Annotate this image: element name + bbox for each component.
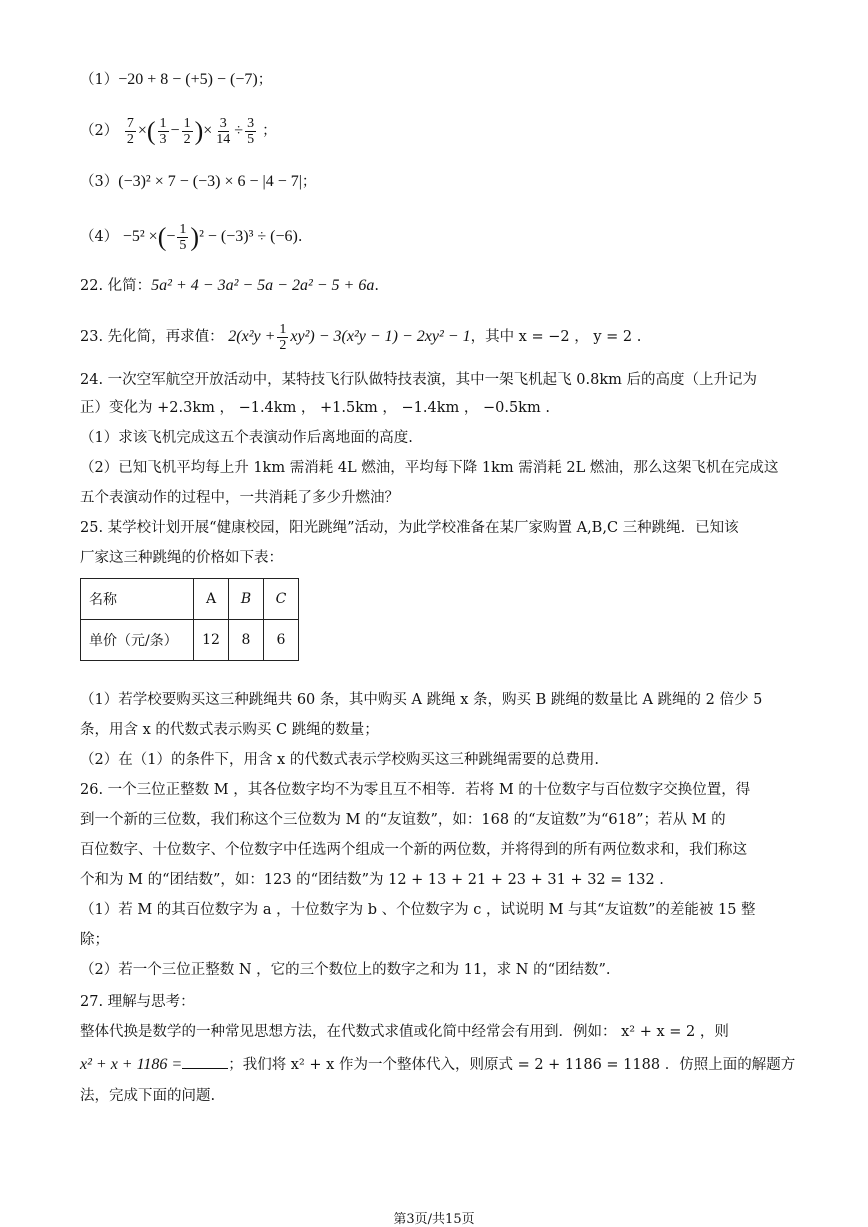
q24-sub2-line2: 五个表演动作的过程中，一共消耗了多少升燃油？ [80, 490, 399, 506]
q25-line1: 25. 某学校计划开展“健康校园，阳光跳绳”活动，为此学校准备在某厂家购置 A,B,C 三种跳绳．已知该 [80, 520, 739, 536]
table-header-cell: C [264, 579, 299, 620]
q26-line4: 个和为 M 的“团结数”，如：123 的“团结数”为 12 + 13 + 21 + 23 + 31 + 32 = 132 . [80, 872, 664, 888]
q25-line2: 厂家这三种跳绳的价格如下表： [80, 550, 283, 566]
q26-line1: 26. 一个三位正整数 M ，其各位数字均不为零且互不相等．若将 M 的十位数字与百位数字交换位置，得 [80, 782, 751, 798]
table-header-cell: A [194, 579, 229, 620]
answer-blank [182, 1054, 228, 1069]
q27-line4: 法，完成下面的问题. [80, 1088, 216, 1104]
price-table [80, 578, 299, 661]
fraction: $\frac{7}{2}$ [126, 116, 134, 147]
table-header-row [81, 579, 299, 620]
q27-line1: 27. 理解与思考： [80, 994, 195, 1010]
q23: 23. 先化简，再求值： 2(x²y + $\frac{1}{2}$ xy²) − 3(x²y − 1) − 2xy² − 1，其中 x = −2 ， y = 2 . [80, 322, 642, 353]
table-row [81, 620, 299, 661]
q24-line2: 正）变化为 +2.3km ， −1.4km ， +1.5km ， −1.4km ， −0.5km . [80, 400, 550, 416]
table-header-cell: 名称 [81, 579, 194, 620]
table-cell: 单价（元/条） [81, 620, 194, 661]
q27-line3: x² + x + 1186 = ；我们将 x² + x 作为一个整体代入，则原式 = 2 + 1186 = 1188 ．仿照上面的解题方 [80, 1056, 796, 1073]
page-footer: 第3页/共15页 [393, 1212, 475, 1227]
q25-sub1-line1: （1）若学校要购买这三种跳绳共 60 条，其中购买 A 跳绳 x 条，购买 B 跳绳的数量比 A 跳绳的 2 倍少 5 [80, 692, 763, 708]
table-header-cell: B [229, 579, 264, 620]
q26-line3: 百位数字、十位数字、个位数字中任选两个组成一个新的两位数，并将得到的所有两位数求和，我们称这 [80, 842, 747, 858]
q26-sub1-line1: （1）若 M 的其百位数字为 a ，十位数字为 b 、个位数字为 c ，试说明 M 与其“友谊数”的差能被 15 整 [80, 902, 756, 918]
q26-sub1-line2: 除； [80, 932, 109, 948]
q24-line1: 24. 一次空军航空开放活动中，某特技飞行队做特技表演，其中一架飞机起飞 0.8km 后的高度（上升记为 [80, 372, 757, 388]
q25-sub2: （2）在（1）的条件下，用含 x 的代数式表示学校购买这三种跳绳需要的总费用. [80, 752, 599, 768]
q26-line2: 到一个新的三位数，我们称这个三位数为 M 的“友谊数”，如：168 的“友谊数”为“618”；若从 M 的 [80, 812, 726, 828]
table-cell: 6 [264, 620, 299, 661]
q25-sub1-line2: 条，用含 x 的代数式表示购买 C 跳绳的数量； [80, 722, 379, 738]
q24-sub1: （1）求该飞机完成这五个表演动作后离地面的高度. [80, 430, 413, 446]
q27-line2: 整体代换是数学的一种常见思想方法，在代数式求值或化简中经常会有用到．例如： x² + x = 2 ，则 [80, 1024, 729, 1040]
q21-part4: （4） −5² ×(− $\frac{1}{5}$ )² − (−3)³ ÷ (−6). [80, 222, 303, 253]
table-cell: 12 [194, 620, 229, 661]
q21-part3: （3）(−3)² × 7 − (−3) × 6 − |4 − 7|； [80, 173, 317, 190]
q24-sub2-line1: （2）已知飞机平均每上升 1km 需消耗 4L 燃油，平均每下降 1km 需消耗 2L 燃油，那么这架飞机在完成这 [80, 460, 779, 476]
q21-part2: （2） $\frac{7}{2}$ ×( $\frac{1}{3}$ − $\frac{1}{2}$ )× $\frac{3}{14}$ ÷ $\frac{3}{5}$ ； [80, 116, 277, 147]
table-cell: 8 [229, 620, 264, 661]
q26-sub2: （2）若一个三位正整数 N ，它的三个数位上的数字之和为 11，求 N 的“团结数”. [80, 962, 611, 978]
q21-part1: （1）−20 + 8 − (+5) − (−7)； [80, 71, 273, 88]
q22: 22. 化简：5a² + 4 − 3a² − 5a − 2a² − 5 + 6a. [80, 277, 379, 294]
